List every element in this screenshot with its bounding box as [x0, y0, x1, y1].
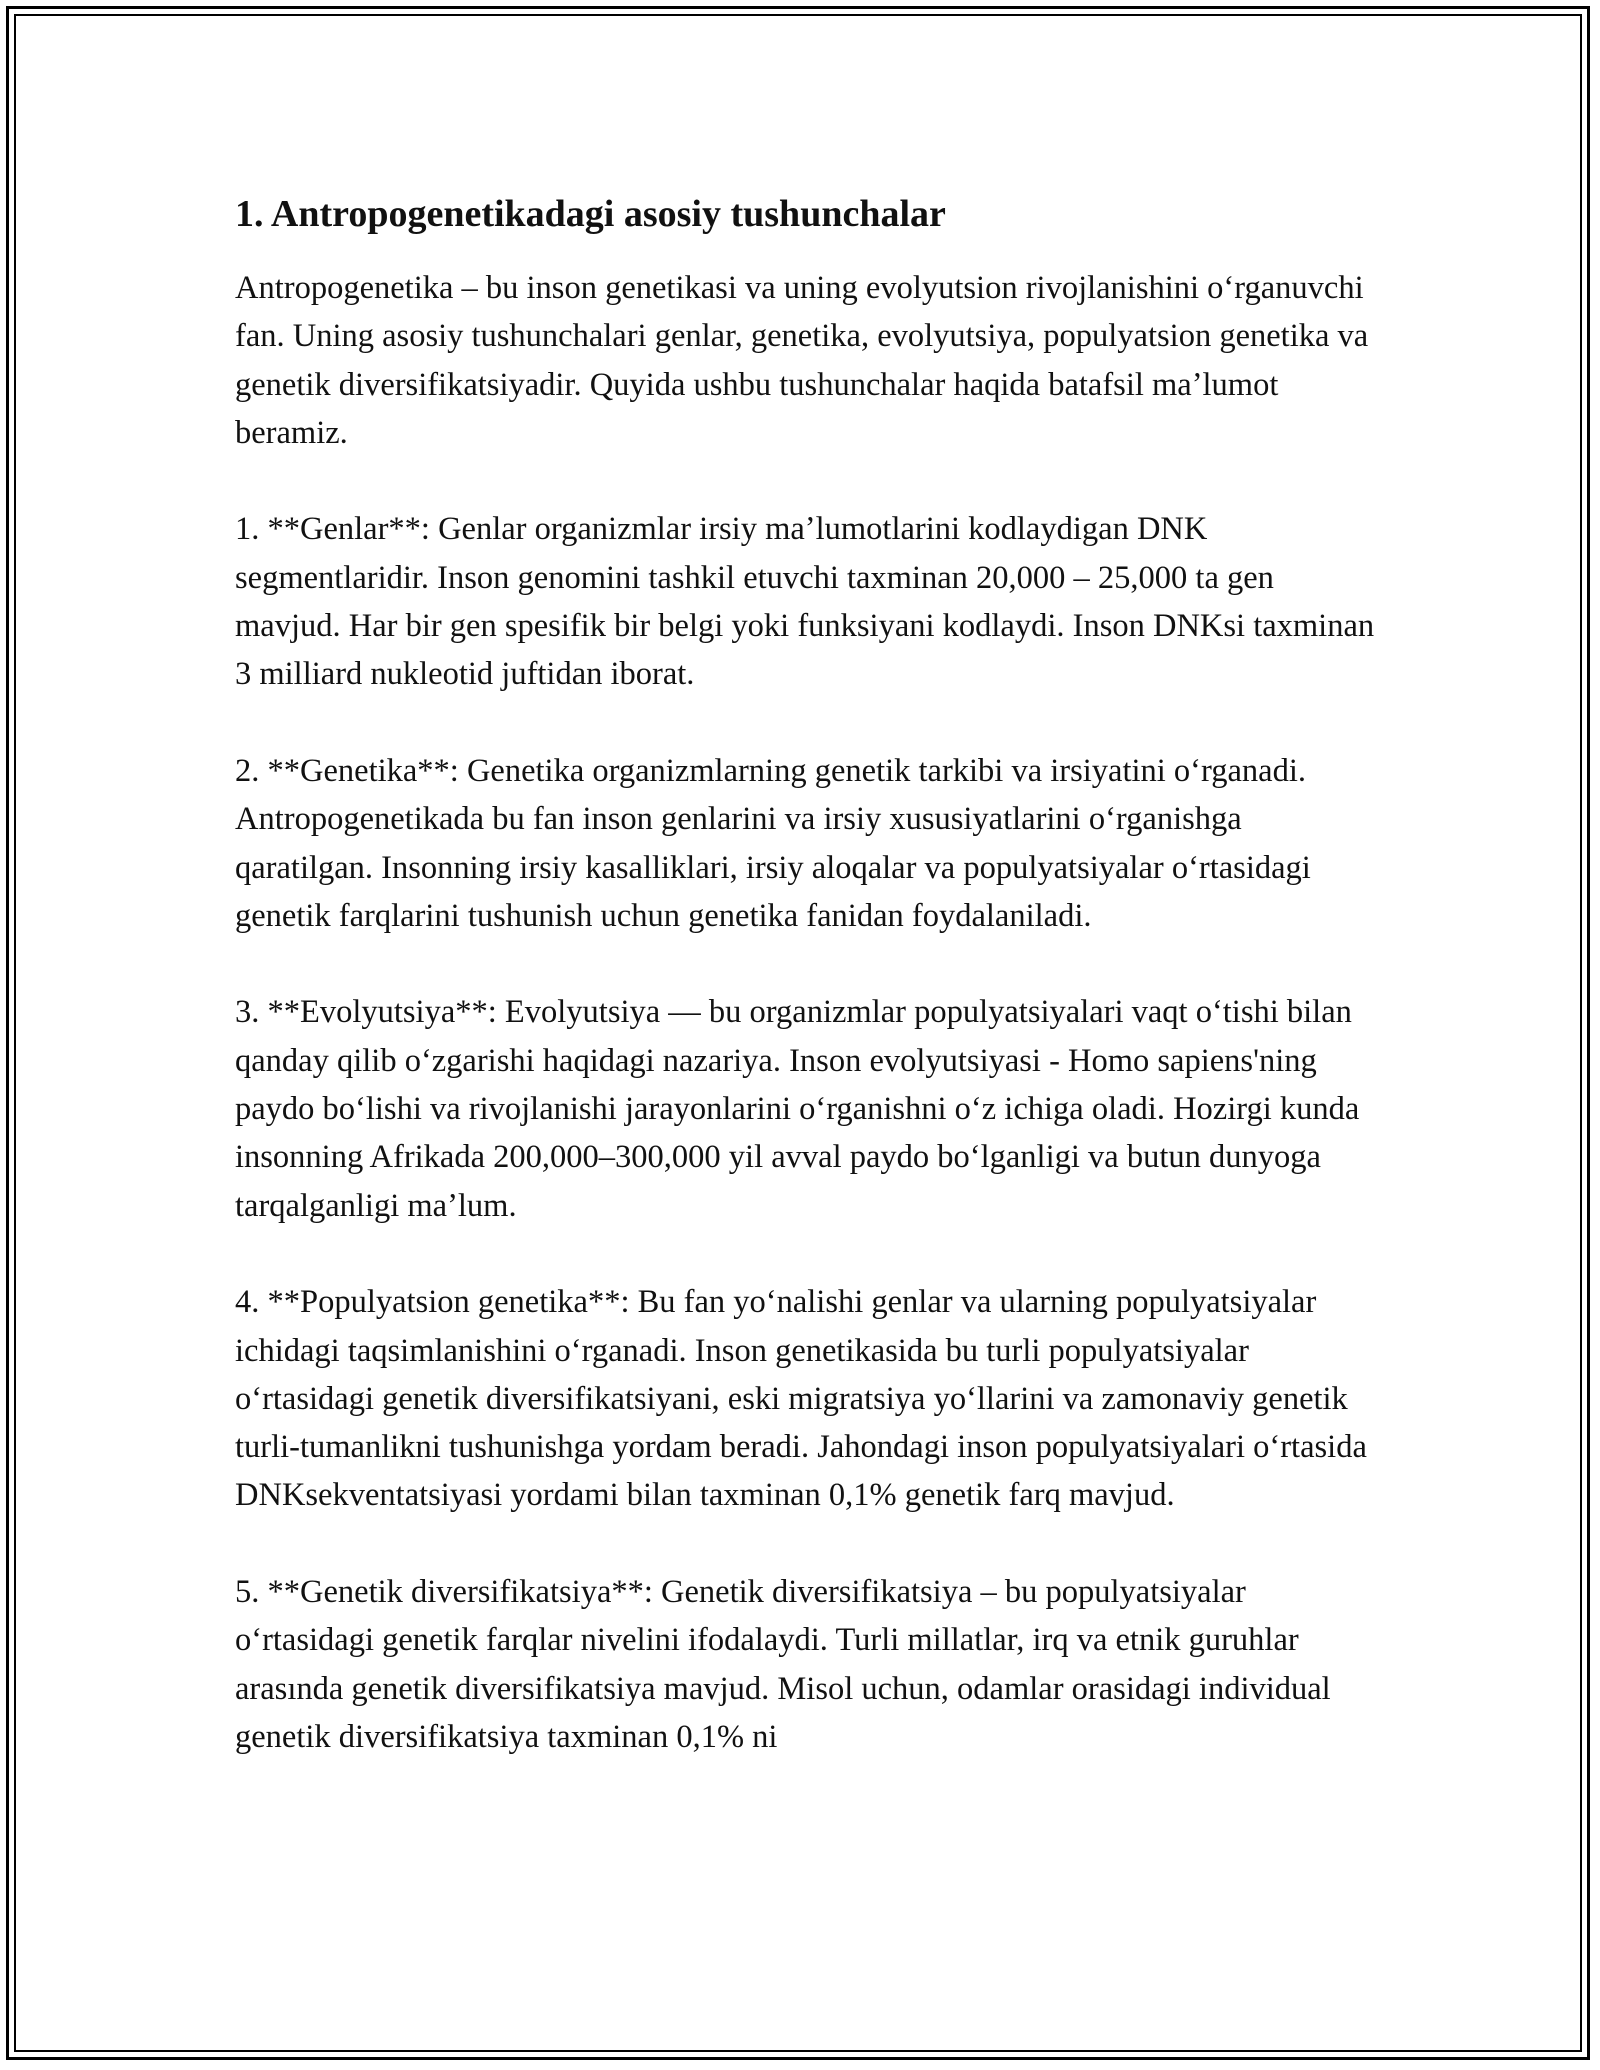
paragraph-populyatsion-genetika: 4. **Populyatsion genetika**: Bu fan yoʻnalishi genlar va ularning populyatsiyalar ichidagi taqsimlanishini oʻrganadi. Inson genetikasida bu turli populyatsiyalar oʻrtasidagi genetik diversifikatsiyani, eski migratsiya yoʻllarini va zamonaviy genetik turli-tumanlikni tushunishga yordam beradi. Jahondagi inson populyatsiyalari oʻrtasida DNKsekventatsiyasi yordami bilan taxminan 0,1% genetik farq mavjud. — [235, 1284, 1367, 1514]
paragraph-evolyutsiya: 3. **Evolyutsiya**: Evolyutsiya — bu organizmlar populyatsiyalari vaqt oʻtishi bilan qanday qilib oʻzgarishi haqidagi nazariya. Inson evolyutsiyasi - Homo sapiens'ning paydo boʻlishi va rivojlanishi jarayonlarini oʻrganishni oʻz ichiga oladi. Hozirgi kunda insonning Afrikada 200,000–300,000 yil avval paydo boʻlganligi va butun dunyoga tarqalganligi maʼlum. — [235, 994, 1360, 1224]
section-heading: 1. Antropogenetikadagi asosiy tushunchalar — [235, 193, 946, 235]
paragraph-genlar: 1. **Genlar**: Genlar organizmlar irsiy maʼlumotlarini kodlaydigan DNK segmentlaridir. Inson genomini tashkil etuvchi taxminan 20,000 – 25,000 ta gen mavjud. Har bir gen spesifik bir belgi yoki funksiyani kodlaydi. Inson DNKsi taxminan 3 milliard nukleotid juftidan iborat. — [235, 511, 1375, 693]
intro-paragraph: Antropogenetika – bu inson genetikasi va uning evolyutsion rivojlanishini oʻrganuvchi fan. Uning asosiy tushunchalari genlar, genetika, evolyutsiya, populyatsion genetika va genetik diversifikatsiyadir. Quyida ushbu tushunchalar haqida batafsil maʼlumot beramiz. — [235, 270, 1369, 451]
paragraph-genetik-diversifikatsiya: 5. **Genetik diversifikatsiya**: Genetik diversifikatsiya – bu populyatsiyalar oʻrtasidagi genetik farqlar nivelini ifodalaydi. Turli millatlar, irq va etnik guruhlar arasında genetik diversifikatsiya mavjud. Misol uchun, odamlar orasidagi individual genetik diversifikatsiya taxminan 0,1% ni — [235, 1574, 1331, 1755]
document-body — [235, 188, 1385, 1810]
paragraph-genetika: 2. **Genetika**: Genetika organizmlarning genetik tarkibi va irsiyatini oʻrganadi. Antropogenetikada bu fan inson genlarini va irsiy xususiyatlarini oʻrganishga qaratilgan. Insonning irsiy kasalliklari, irsiy aloqalar va populyatsiyalar oʻrtasidagi genetik farqlarini tushunish uchun genetika fanidan foydalaniladi. — [235, 752, 1311, 934]
